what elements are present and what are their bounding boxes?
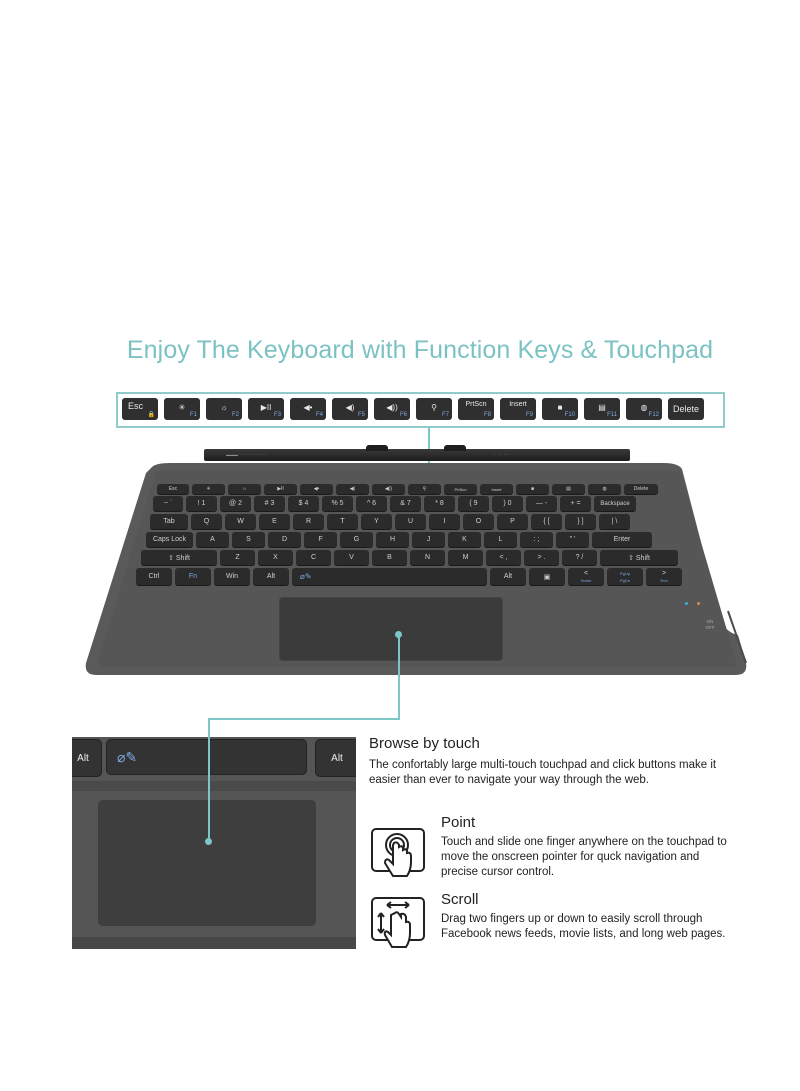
key-e: E bbox=[259, 514, 290, 529]
feature-title-scroll: Scroll bbox=[441, 891, 479, 908]
detail-key-space bbox=[106, 739, 307, 775]
lock-icon: ■ bbox=[557, 403, 563, 412]
key-backslash: | \ bbox=[599, 514, 630, 529]
key-backspace: Backspace bbox=[594, 496, 636, 511]
brightness-down-icon: ✳ bbox=[178, 403, 186, 412]
callout-line-mid-v bbox=[398, 634, 400, 719]
key-f4: ◀• bbox=[300, 484, 333, 494]
fn-key-f6: ◀)) F6 bbox=[374, 398, 410, 420]
key-space bbox=[292, 568, 487, 585]
key-k: K bbox=[448, 532, 481, 547]
key-f11: ▤ bbox=[552, 484, 585, 494]
key-ctrl: Ctrl bbox=[136, 568, 172, 585]
touch-point-icon bbox=[371, 828, 425, 872]
volume-up-icon: ◀)) bbox=[386, 403, 398, 412]
key-0: ) 0 bbox=[492, 496, 523, 511]
key-b: B bbox=[372, 550, 407, 565]
screen-icon: ▤ bbox=[598, 403, 606, 412]
key-m: M bbox=[448, 550, 483, 565]
key-capslock: Caps Lock bbox=[146, 532, 193, 547]
key-shift-right: ⇧ Shift bbox=[600, 550, 678, 565]
status-led-blue bbox=[685, 602, 688, 605]
fn-key-f5: ◀) F5 bbox=[332, 398, 368, 420]
keyboard-hinge: ▬▬▬ ············ ········ ··· ···· ····· bbox=[204, 449, 630, 461]
fn-key-f8: PrtScn F8 bbox=[458, 398, 494, 420]
lock-icon: 🔒 bbox=[147, 412, 155, 418]
callout-dot-detail bbox=[205, 838, 212, 845]
globe-icon: ◍ bbox=[640, 403, 648, 412]
fn-key-esc: Esc 🔒 bbox=[122, 398, 158, 420]
key-g: G bbox=[340, 532, 373, 547]
key-esc: Esc bbox=[157, 484, 189, 494]
fn-key-f2: ☼ F2 bbox=[206, 398, 242, 420]
key-8: * 8 bbox=[424, 496, 455, 511]
callout-line-detail bbox=[208, 737, 210, 842]
key-f3: ▶II bbox=[264, 484, 297, 494]
key-4: $ 4 bbox=[288, 496, 319, 511]
key-t: T bbox=[327, 514, 358, 529]
detail-key-alt-left: Alt bbox=[72, 739, 102, 777]
key-q: Q bbox=[191, 514, 222, 529]
key-f1: ✳ bbox=[192, 484, 225, 494]
key-fn: Fn bbox=[175, 568, 211, 585]
key-p: P bbox=[497, 514, 528, 529]
volume-down-icon: ◀) bbox=[345, 403, 355, 412]
key-alt-right: Alt bbox=[490, 568, 526, 585]
key-shift-left: ⇧ Shift bbox=[141, 550, 217, 565]
key-minus: — - bbox=[526, 496, 557, 511]
power-switch-label: ON OFF bbox=[705, 619, 715, 630]
key-n: N bbox=[410, 550, 445, 565]
key-s: S bbox=[232, 532, 265, 547]
function-key-row bbox=[122, 398, 704, 422]
fn-key-f7: ⚲ F7 bbox=[416, 398, 452, 420]
key-i: I bbox=[429, 514, 460, 529]
touchpad-toggle-icon: ⌀✎ bbox=[300, 572, 312, 581]
play-pause-icon: ▶II bbox=[260, 403, 272, 412]
key-f6: ◀)) bbox=[372, 484, 405, 494]
key-r: R bbox=[293, 514, 324, 529]
key-f: F bbox=[304, 532, 337, 547]
key-z: Z bbox=[220, 550, 255, 565]
key-w: W bbox=[225, 514, 256, 529]
feature-title-point: Point bbox=[441, 814, 476, 831]
key-enter: Enter bbox=[592, 532, 652, 547]
key-2: @ 2 bbox=[220, 496, 251, 511]
key-menu: ▣ bbox=[529, 568, 565, 585]
status-led-orange bbox=[697, 602, 700, 605]
touchpad bbox=[279, 597, 503, 661]
key-5: % 5 bbox=[322, 496, 353, 511]
key-win: Win bbox=[214, 568, 250, 585]
key-updown-pg: PgUp PgDn bbox=[607, 568, 643, 585]
key-right-end: > End bbox=[646, 568, 682, 585]
key-quote: " ' bbox=[556, 532, 589, 547]
detail-key-alt-right: Alt bbox=[315, 739, 356, 777]
two-finger-scroll-icon bbox=[371, 897, 425, 941]
key-o: O bbox=[463, 514, 494, 529]
key-alt-left: Alt bbox=[253, 568, 289, 585]
key-6: ^ 6 bbox=[356, 496, 387, 511]
key-semicolon: : ; bbox=[520, 532, 553, 547]
fn-key-f12: ◍ F12 bbox=[626, 398, 662, 420]
key-c: C bbox=[296, 550, 331, 565]
key-f7: ⚲ bbox=[408, 484, 441, 494]
callout-line-mid-h bbox=[208, 718, 400, 720]
fn-key-f4: ◀• F4 bbox=[290, 398, 326, 420]
key-f2: ☼ bbox=[228, 484, 261, 494]
key-f9: Insert bbox=[480, 484, 513, 494]
detail-touchpad bbox=[98, 800, 316, 926]
key-lbracket: { [ bbox=[531, 514, 562, 529]
key-tilde: ~ ` bbox=[153, 496, 183, 511]
key-left-home: < Home bbox=[568, 568, 604, 585]
feature-title-browse: Browse by touch bbox=[369, 735, 480, 752]
feature-text-browse: The confortably large multi-touch touchpad and click buttons make it easier than ever to navigate your way through the web. bbox=[369, 759, 717, 786]
key-f12: ◍ bbox=[588, 484, 621, 494]
fn-key-delete: Delete bbox=[668, 398, 704, 420]
page-title: Enjoy The Keyboard with Function Keys & Touchpad bbox=[126, 336, 714, 364]
key-slash: ? / bbox=[562, 550, 597, 565]
fn-key-f3: ▶II F3 bbox=[248, 398, 284, 420]
key-l: L bbox=[484, 532, 517, 547]
fn-key-f9: Insert F9 bbox=[500, 398, 536, 420]
key-delete: Delete bbox=[624, 484, 658, 494]
key-7: & 7 bbox=[390, 496, 421, 511]
fn-key-f1: ✳ F1 bbox=[164, 398, 200, 420]
key-equals: + = bbox=[560, 496, 591, 511]
key-3: # 3 bbox=[254, 496, 285, 511]
key-period: > . bbox=[524, 550, 559, 565]
touchpad-detail-image bbox=[72, 737, 356, 949]
key-v: V bbox=[334, 550, 369, 565]
key-comma: < , bbox=[486, 550, 521, 565]
key-f8: PrtScn bbox=[444, 484, 477, 494]
key-d: D bbox=[268, 532, 301, 547]
key-h: H bbox=[376, 532, 409, 547]
brightness-up-icon: ☼ bbox=[220, 403, 228, 412]
key-x: X bbox=[258, 550, 293, 565]
key-tab: Tab bbox=[150, 514, 188, 529]
key-a: A bbox=[196, 532, 229, 547]
fn-key-f10: ■ F10 bbox=[542, 398, 578, 420]
touchpad-toggle-icon: ⌀✎ bbox=[117, 748, 138, 765]
key-rbracket: } ] bbox=[565, 514, 596, 529]
key-u: U bbox=[395, 514, 426, 529]
key-y: Y bbox=[361, 514, 392, 529]
key-f10: ■ bbox=[516, 484, 549, 494]
search-icon: ⚲ bbox=[431, 403, 437, 412]
key-1: ! 1 bbox=[186, 496, 217, 511]
key-9: ( 9 bbox=[458, 496, 489, 511]
fn-key-f11: ▤ F11 bbox=[584, 398, 620, 420]
feature-text-scroll: Drag two fingers up or down to easily scroll through Facebook news feeds, movie lists, and long web pages. bbox=[441, 913, 726, 940]
key-j: J bbox=[412, 532, 445, 547]
mute-icon: ◀• bbox=[303, 403, 313, 412]
key-f5: ◀) bbox=[336, 484, 369, 494]
feature-text-point: Touch and slide one finger anywhere on the touchpad to move the onscreen pointer for quck navigation and precise cursor control. bbox=[441, 836, 727, 878]
